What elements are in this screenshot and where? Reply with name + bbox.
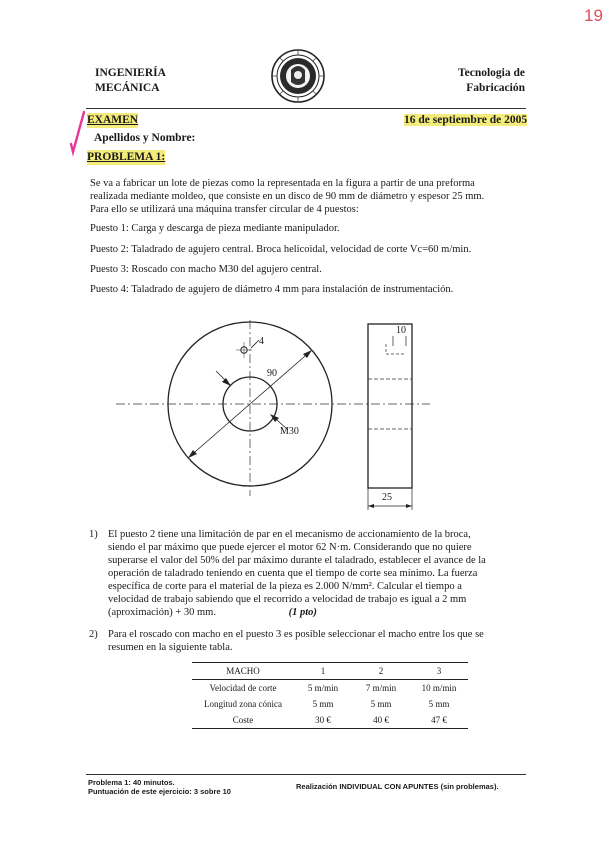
page-number: 19 (584, 6, 603, 25)
table-header-row (192, 663, 468, 680)
university-seal-icon (270, 48, 326, 104)
table-header-cell: MACHO (192, 663, 294, 680)
side-view-outline (368, 324, 412, 488)
q1-number: 1) (89, 529, 98, 540)
q1-line: El puesto 2 tiene una limitación de par en el mecanismo de accionamiento de la broca, (108, 529, 471, 540)
intro-line: Se va a fabricar un lote de piezas como la representada en la figura a partir de una preforma (90, 178, 475, 189)
table-cell: Velocidad de corte (209, 683, 277, 693)
table-cell: Longitud zona cónica (204, 699, 282, 709)
q1-points: (1 pto) (288, 607, 317, 618)
q2-text (108, 628, 528, 654)
table-cell: 5 mm (428, 699, 450, 709)
q1-line: superarse el valor del 50% del par máximo durante el taladrado, establecer el avance de la (108, 555, 486, 566)
puesto-1: Puesto 1: Carga y descarga de pieza mediante manipulador. (90, 223, 340, 234)
table-row (192, 696, 468, 712)
q1-text (108, 528, 528, 619)
q2-line: Para el roscado con macho en el puesto 3 es posible seleccionar el macho entre los que se (108, 629, 484, 640)
exam-date (404, 113, 527, 128)
footer-left-line1: Problema 1: 40 minutos. (88, 778, 175, 787)
exam-title: EXAMEN (87, 114, 139, 126)
q1-line: operación de taladrado teniendo en cuenta que el tiempo de corte sea mínimo. La fuerza (108, 568, 478, 579)
hole-dimension-label: 4 (259, 336, 264, 347)
header-right-line1: Tecnologia de (458, 67, 525, 79)
header-left-line2: MECÁNICA (95, 82, 160, 94)
footer-left-line2: Puntuación de este ejercicio: 3 sobre 10 (88, 787, 231, 796)
problem-label: PROBLEMA 1: (87, 151, 166, 163)
q1-last-text: (aproximación) + 30 mm. (108, 607, 216, 618)
table-header-cell: 3 (410, 663, 468, 680)
q1-line: siendo el par máximo que puede ejercer el motor 62 N·m. Considerando que no quiere (108, 542, 472, 553)
q2-number: 2) (89, 629, 98, 640)
table-cell: 10 m/min (421, 683, 457, 693)
table-cell: Coste (192, 712, 294, 729)
puesto-2: Puesto 2: Taladrado de agujero central. Broca helicoidal, velocidad de corte Vc=60 m/min. (90, 244, 472, 255)
thickness-dimension-label: 25 (382, 492, 392, 503)
side-dimension-label: 10 (396, 325, 406, 336)
pink-marker-stroke-icon (68, 108, 88, 158)
table-cell: 7 m/min (365, 683, 397, 693)
intro-paragraph (90, 177, 530, 216)
table-cell: 30 € (294, 712, 352, 729)
diameter-dimension-label: 90 (267, 368, 277, 379)
footer-left (88, 778, 231, 796)
table-cell: 5 mm (370, 699, 392, 709)
table-header-cell: 1 (294, 663, 352, 680)
header-rule (86, 108, 526, 109)
thread-dimension-label: M30 (280, 426, 299, 437)
tap-selection-table (192, 662, 468, 729)
part-drawing (110, 318, 440, 518)
q1-line: específica de corte para el material de la pieza es 2.000 N/mm². Calcular el tiempo a (108, 581, 462, 592)
q2-line: resumen en la siguiente tabla. (108, 642, 233, 653)
header-left-line1: INGENIERÍA (95, 67, 166, 79)
footer-rule (86, 774, 526, 775)
table-cell: 47 € (410, 712, 468, 729)
table-cell: 5 mm (312, 699, 334, 709)
table-cell: 40 € (352, 712, 410, 729)
puesto-4: Puesto 4: Taladrado de agujero de diámetro 4 mm para instalación de instrumentación. (90, 284, 454, 295)
q1-last-line (108, 606, 528, 619)
table-cell: 5 m/min (307, 683, 339, 693)
intro-line: realizada mediante moldeo, que consiste en un disco de 90 mm de diámetro y espesor 25 mm. (90, 191, 485, 202)
header-left (95, 66, 166, 96)
exam-date-text: 16 de septiembre de 2005 (404, 114, 528, 126)
name-label: Apellidos y Nombre: (94, 132, 196, 144)
table-row (192, 712, 468, 729)
table-header-cell: 2 (352, 663, 410, 680)
footer-right: Realización INDIVIDUAL CON APUNTES (sin problemas). (296, 782, 499, 791)
puesto-3: Puesto 3: Roscado con macho M30 del agujero central. (90, 264, 322, 275)
intro-line: Para ello se utilizará una máquina transfer circular de 4 puestos: (90, 204, 359, 215)
q1-line: velocidad de trabajo sabiendo que el recorrido a velocidad de trabajo es igual a 2 mm (108, 594, 467, 605)
table-row (192, 680, 468, 697)
header-right-line2: Fabricación (466, 82, 525, 94)
header-right (445, 66, 525, 96)
